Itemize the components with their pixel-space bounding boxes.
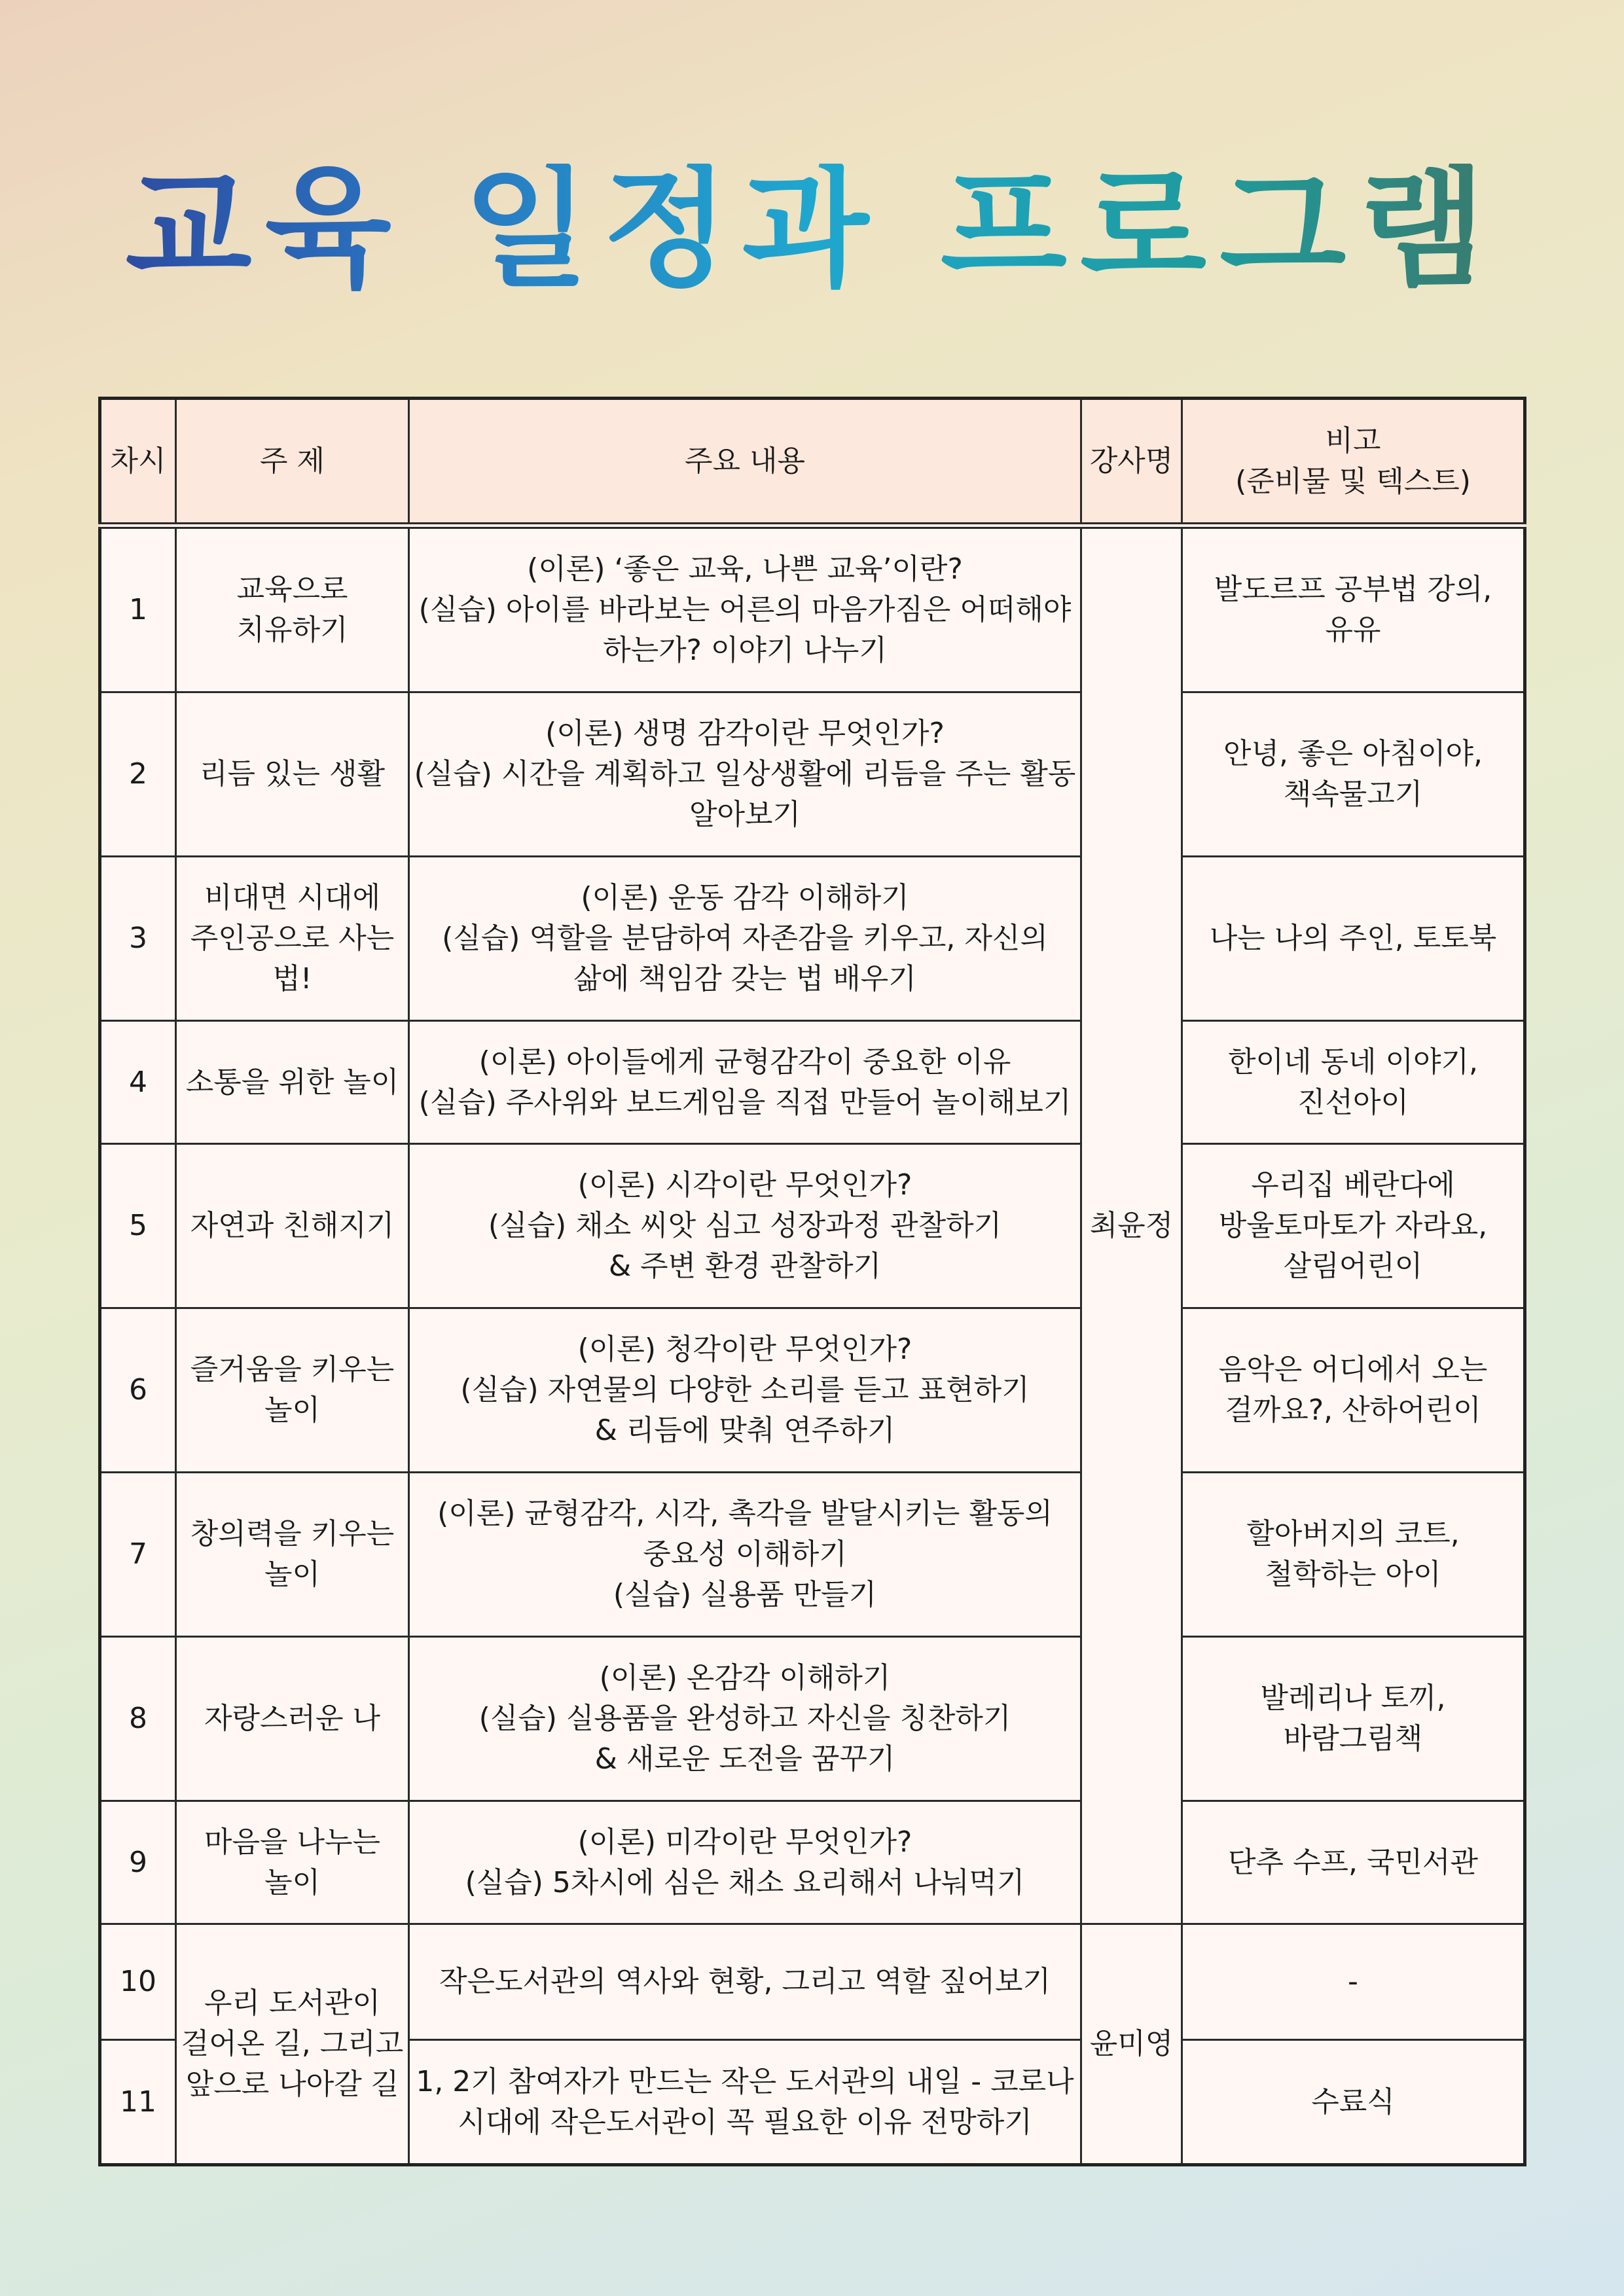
table-row	[100, 526, 1525, 692]
session-topic: 창의력을 키우는 놀이	[176, 1473, 409, 1637]
session-content: 1, 2기 참여자가 만드는 작은 도서관의 내일 - 코로나 시대에 작은도서관이 꼭 필요한 이유 전망하기	[409, 2040, 1081, 2165]
session-topic: 우리 도서관이 걸어온 길, 그리고 앞으로 나아갈 길	[176, 1924, 409, 2165]
session-content: (이론) 시각이란 무엇인가? (실습) 채소 씨앗 심고 성장과정 관찰하기 & 주변 환경 관찰하기	[409, 1144, 1081, 1308]
session-note: 발레리나 토끼, 바람그림책	[1182, 1637, 1525, 1801]
session-content: (이론) 생명 감각이란 무엇인가? (실습) 시간을 계획하고 일상생활에 리듬을 주는 활동 알아보기	[409, 692, 1081, 857]
session-topic: 자연과 친해지기	[176, 1144, 409, 1308]
session-note: 나는 나의 주인, 토토북	[1182, 857, 1525, 1021]
session-number: 1	[100, 526, 176, 692]
session-note: 안녕, 좋은 아침이야, 책속물고기	[1182, 692, 1525, 857]
header-topic: 주 제	[176, 399, 409, 526]
table-row	[100, 1801, 1525, 1924]
session-number: 7	[100, 1473, 176, 1637]
session-note: 단추 수프, 국민서관	[1182, 1801, 1525, 1924]
session-number: 2	[100, 692, 176, 857]
session-topic: 비대면 시대에 주인공으로 사는 법!	[176, 857, 409, 1021]
session-number: 9	[100, 1801, 176, 1924]
session-topic: 리듬 있는 생활	[176, 692, 409, 857]
session-note: -	[1182, 1924, 1525, 2040]
table-row	[100, 1144, 1525, 1308]
table-header-row	[100, 399, 1525, 526]
session-content: (이론) 운동 감각 이해하기 (실습) 역할을 분담하여 자존감을 키우고, 자신의 삶에 책임감 갖는 법 배우기	[409, 857, 1081, 1021]
header-session: 차시	[100, 399, 176, 526]
table-row	[100, 857, 1525, 1021]
session-content: (이론) 청각이란 무엇인가? (실습) 자연물의 다양한 소리를 듣고 표현하기 & 리듬에 맞춰 연주하기	[409, 1308, 1081, 1473]
header-instructor: 강사명	[1081, 399, 1182, 526]
session-topic: 소통을 위한 놀이	[176, 1021, 409, 1144]
table-row	[100, 1021, 1525, 1144]
session-number: 3	[100, 857, 176, 1021]
session-number: 4	[100, 1021, 176, 1144]
session-topic: 자랑스러운 나	[176, 1637, 409, 1801]
session-note: 할아버지의 코트, 철학하는 아이	[1182, 1473, 1525, 1637]
session-note: 발도르프 공부법 강의, 유유	[1182, 526, 1525, 692]
table-row	[100, 1924, 1525, 2040]
session-number: 5	[100, 1144, 176, 1308]
page-title: 교육 일정과 프로그램	[0, 164, 1624, 295]
session-content: (이론) 균형감각, 시각, 촉각을 발달시키는 활동의 중요성 이해하기 (실습) 실용품 만들기	[409, 1473, 1081, 1637]
session-number: 8	[100, 1637, 176, 1801]
session-note: 수료식	[1182, 2040, 1525, 2165]
instructor-cell: 윤미영	[1081, 1924, 1182, 2165]
schedule-table	[98, 397, 1526, 2166]
session-topic: 교육으로 치유하기	[176, 526, 409, 692]
table-row	[100, 1308, 1525, 1473]
session-content: (이론) 아이들에게 균형감각이 중요한 이유 (실습) 주사위와 보드게임을 직접 만들어 놀이해보기	[409, 1021, 1081, 1144]
session-content: 작은도서관의 역사와 현황, 그리고 역할 짚어보기	[409, 1924, 1081, 2040]
table-row	[100, 1637, 1525, 1801]
session-topic: 마음을 나누는 놀이	[176, 1801, 409, 1924]
header-content: 주요 내용	[409, 399, 1081, 526]
session-number: 10	[100, 1924, 176, 2040]
instructor-cell: 최윤정	[1081, 526, 1182, 1924]
session-topic: 즐거움을 키우는 놀이	[176, 1308, 409, 1473]
session-number: 6	[100, 1308, 176, 1473]
session-content: (이론) ‘좋은 교육, 나쁜 교육’이란? (실습) 아이를 바라보는 어른의 마음가짐은 어떠해야 하는가? 이야기 나누기	[409, 526, 1081, 692]
session-number: 11	[100, 2040, 176, 2165]
table-row	[100, 692, 1525, 857]
session-note: 음악은 어디에서 오는 걸까요?, 산하어린이	[1182, 1308, 1525, 1473]
session-note: 우리집 베란다에 방울토마토가 자라요, 살림어린이	[1182, 1144, 1525, 1308]
table-row	[100, 1473, 1525, 1637]
session-content: (이론) 미각이란 무엇인가? (실습) 5차시에 심은 채소 요리해서 나눠먹기	[409, 1801, 1081, 1924]
header-note: 비고 (준비물 및 텍스트)	[1182, 399, 1525, 526]
session-note: 한이네 동네 이야기, 진선아이	[1182, 1021, 1525, 1144]
session-content: (이론) 온감각 이해하기 (실습) 실용품을 완성하고 자신을 칭찬하기 & 새로운 도전을 꿈꾸기	[409, 1637, 1081, 1801]
